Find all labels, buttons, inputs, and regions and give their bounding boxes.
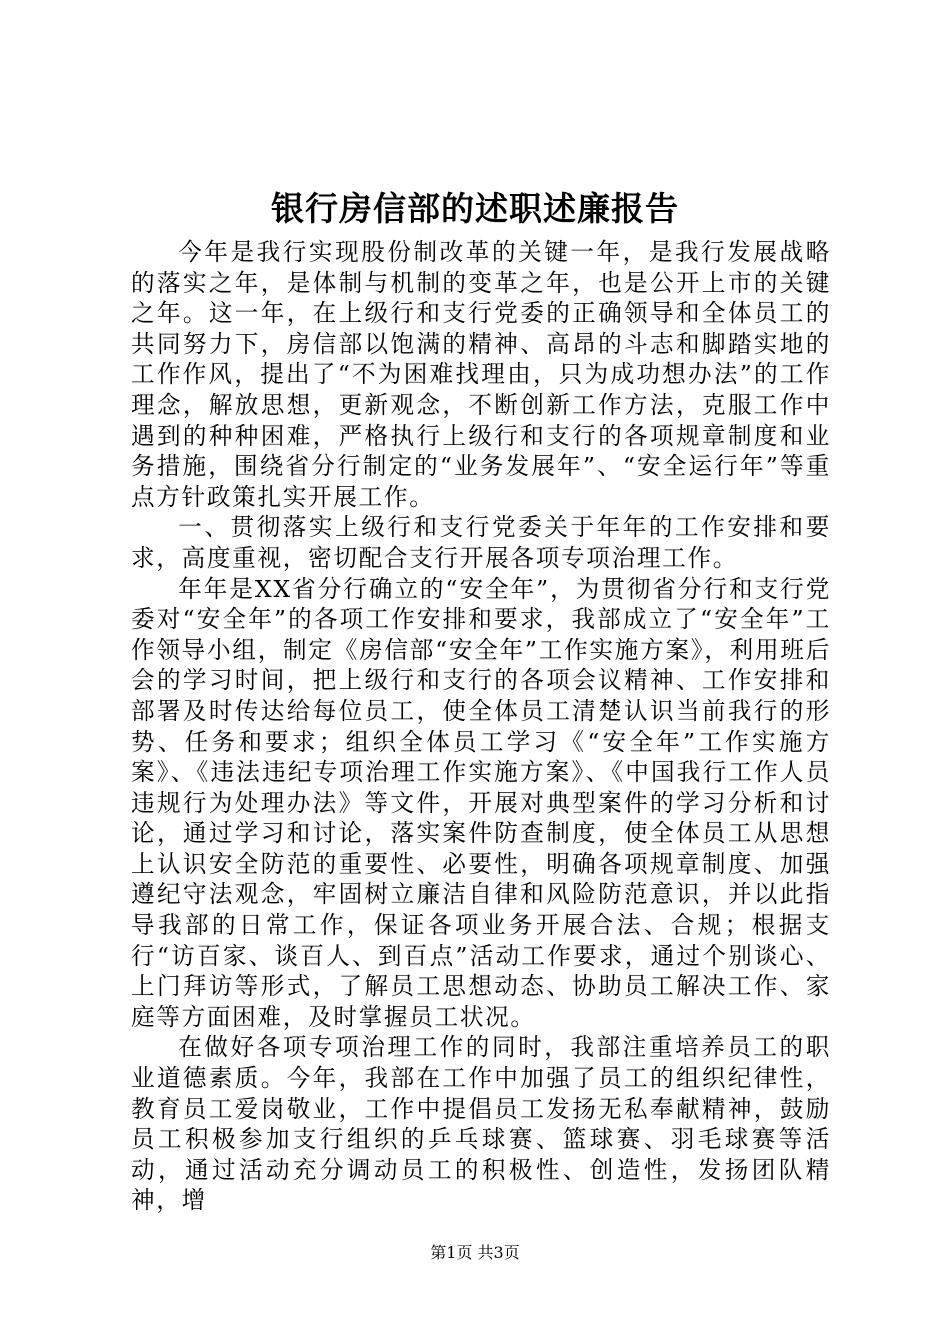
page-number-footer: 第1页 共3页	[430, 1243, 520, 1262]
paragraph: 今年是我行实现股份制改革的关键一年，是我行发展战略的落实之年，是体制与机制的变革之年，也是公开上市的关键之年。这一年，在上级行和支行党委的正确领导和全体员工的共同努力下，房信部以饱满的精神、高昂的斗志和脚踏实地的工作作风，提出了“不为困难找理由，只为成功想办法”的工作理念，解放思想，更新观念，不断创新工作方法，克服工作中遇到的种种困难，严格执行上级行和支行的各项规章制度和业务措施，围绕省分行制定的“业务发展年”、“安全运行年”等重点方针政策扎实开展工作。	[131, 238, 831, 511]
paragraph: 在做好各项专项治理工作的同时，我部注重培养员工的职业道德素质。今年，我部在工作中加强了员工的组织纪律性，教育员工爱岗敬业，工作中提倡员工发扬无私奉献精神，鼓励员工积极参加支行组织的乒乓球赛、篮球赛、羽毛球赛等活动，通过活动充分调动员工的积极性、创造性，发扬团队精神，增	[131, 1033, 831, 1215]
document-body	[131, 237, 831, 1216]
paragraph: 年年是XX省分行确立的“安全年”，为贯彻省分行和支行党委对“安全年”的各项工作安排和要求，我部成立了“安全年”工作领导小组，制定《房信部“安全年”工作实施方案》，利用班后会的学习时间，把上级行和支行的各项会议精神、工作安排和部署及时传达给每位员工，使全体员工清楚认识当前我行的形势、任务和要求；组织全体员工学习《“安全年”工作实施方案》、《违法违纪专项治理工作实施方案》、《中国我行工作人员违规行为处理办法》等文件，开展对典型案件的学习分析和讨论，通过学习和讨论，落实案件防查制度，使全体员工从思想上认识安全防范的重要性、必要性，明确各项规章制度、加强遵纪守法观念，牢固树立廉洁自律和风险防范意识，并以此指导我部的日常工作，保证各项业务开展合法、合规；根据支行“访百家、谈百人、到百点”活动工作要求，通过个别谈心、上门拜访等形式，了解员工思想动态、协助员工解决工作、家庭等方面困难，及时掌握员工状况。	[131, 574, 831, 1031]
paragraph: 一、贯彻落实上级行和支行党委关于年年的工作安排和要求，高度重视，密切配合支行开展各项专项治理工作。	[131, 513, 831, 572]
document-title: 银行房信部的述职述廉报告	[271, 189, 679, 228]
